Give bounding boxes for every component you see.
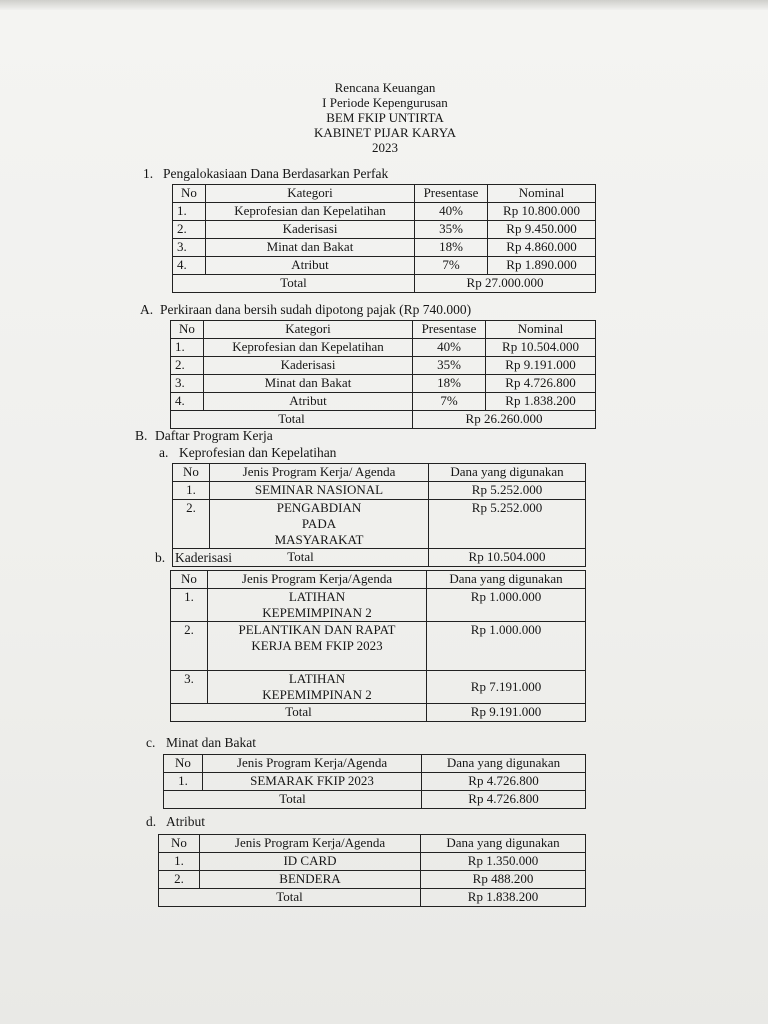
- table-row: [173, 239, 596, 257]
- cell-kategori: Keprofesian dan Kepelatihan: [204, 339, 413, 357]
- subsection-letter: c.: [146, 735, 156, 750]
- section-number: 1.: [143, 166, 154, 181]
- section-heading: [135, 428, 273, 444]
- cell-jenis: BENDERA: [200, 871, 421, 889]
- total-value: Rp 4.726.800: [422, 791, 586, 809]
- total-value: Rp 9.191.000: [427, 704, 586, 722]
- table-total-row: [159, 889, 586, 907]
- cell-presentase: 35%: [413, 357, 486, 375]
- cell-no: 2.: [171, 622, 208, 671]
- table-row: [171, 589, 586, 622]
- cell-nominal: Rp 4.860.000: [488, 239, 596, 257]
- cell-nominal: Rp 1.838.200: [486, 393, 596, 411]
- header-nominal: Nominal: [488, 185, 596, 203]
- cell-kategori: Minat dan Bakat: [204, 375, 413, 393]
- cell-jenis: PELANTIKAN DAN RAPAT KERJA BEM FKIP 2023: [208, 622, 427, 671]
- header-dana: Dana yang digunakan: [427, 571, 586, 589]
- subsection-heading: [159, 445, 336, 461]
- subsection-letter: b.: [155, 550, 166, 565]
- cell-nominal: Rp 9.191.000: [486, 357, 596, 375]
- total-value: Rp 1.838.200: [421, 889, 586, 907]
- cell-kategori: Atribut: [204, 393, 413, 411]
- table-header-row: [171, 571, 586, 589]
- cell-presentase: 40%: [415, 203, 488, 221]
- cell-dana: Rp 1.350.000: [421, 853, 586, 871]
- cell-no: 3.: [171, 375, 204, 393]
- cell-presentase: 18%: [413, 375, 486, 393]
- header-kategori: Kategori: [206, 185, 415, 203]
- cell-dana: Rp 5.252.000: [429, 500, 586, 549]
- table-header-row: [164, 755, 586, 773]
- allocation-table: [172, 184, 596, 293]
- program-table-kaderisasi: [170, 570, 586, 722]
- table-total-row: [173, 275, 596, 293]
- title-line: Rencana Keuangan: [334, 80, 436, 95]
- header-no: No: [164, 755, 203, 773]
- cell-presentase: 35%: [415, 221, 488, 239]
- total-value: Rp 10.504.000: [429, 549, 586, 567]
- table-row: [171, 339, 596, 357]
- table-row: [173, 203, 596, 221]
- header-no: No: [173, 185, 206, 203]
- section-title: Pengalokasiaan Dana Berdasarkan Perfak: [163, 166, 389, 181]
- table-row: [171, 622, 586, 671]
- cell-no: 4.: [173, 257, 206, 275]
- cell-presentase: 18%: [415, 239, 488, 257]
- cell-dana: Rp 7.191.000: [427, 671, 586, 704]
- cell-dana: Rp 1.000.000: [427, 622, 586, 671]
- cell-presentase: 40%: [413, 339, 486, 357]
- header-jenis: Jenis Program Kerja/Agenda: [208, 571, 427, 589]
- total-label: Total: [164, 791, 422, 809]
- cell-dana: Rp 4.726.800: [422, 773, 586, 791]
- cell-no: 4.: [171, 393, 204, 411]
- cell-jenis: ID CARD: [200, 853, 421, 871]
- cell-kategori: Atribut: [206, 257, 415, 275]
- header-no: No: [173, 464, 210, 482]
- table-header-row: [159, 835, 586, 853]
- total-label: Total: [171, 704, 427, 722]
- table-row: [171, 671, 586, 704]
- cell-jenis: PENGABDIAN PADA MASYARAKAT: [210, 500, 429, 549]
- subsection-letter: a.: [159, 445, 169, 460]
- cell-dana: Rp 488.200: [421, 871, 586, 889]
- header-no: No: [171, 571, 208, 589]
- subsection-letter: d.: [146, 814, 157, 829]
- subsection-title: Atribut: [166, 814, 205, 829]
- table-total-row: [173, 549, 586, 567]
- cell-no: 3.: [171, 671, 208, 704]
- cell-kategori: Minat dan Bakat: [206, 239, 415, 257]
- cell-no: 1.: [159, 853, 200, 871]
- cell-presentase: 7%: [415, 257, 488, 275]
- header-dana: Dana yang digunakan: [421, 835, 586, 853]
- table-row: [173, 482, 586, 500]
- program-table-minat-bakat: [163, 754, 586, 809]
- table-row: [164, 773, 586, 791]
- section-title: Perkiraan dana bersih sudah dipotong pajak (Rp 740.000): [160, 302, 472, 317]
- table-row: [171, 393, 596, 411]
- table-row: [171, 375, 596, 393]
- cell-no: 2.: [171, 357, 204, 375]
- cell-jenis: SEMARAK FKIP 2023: [203, 773, 422, 791]
- cell-nominal: Rp 9.450.000: [488, 221, 596, 239]
- program-table-keprofesian: [172, 463, 586, 567]
- cell-no: 2.: [173, 500, 210, 549]
- cell-kategori: Kaderisasi: [204, 357, 413, 375]
- header-no: No: [171, 321, 204, 339]
- title-line: 2023: [372, 140, 398, 155]
- subsection-heading: [146, 814, 205, 830]
- cell-nominal: Rp 10.504.000: [486, 339, 596, 357]
- title-line: I Periode Kepengurusan: [322, 95, 448, 110]
- header-presentase: Presentase: [415, 185, 488, 203]
- header-presentase: Presentase: [413, 321, 486, 339]
- net-allocation-table: [170, 320, 596, 429]
- subsection-heading: [155, 550, 232, 566]
- header-kategori: Kategori: [204, 321, 413, 339]
- title-line: BEM FKIP UNTIRTA: [326, 110, 444, 125]
- cell-jenis: SEMINAR NASIONAL: [210, 482, 429, 500]
- title-line: KABINET PIJAR KARYA: [313, 125, 457, 140]
- total-label: Total: [159, 889, 421, 907]
- cell-no: 1.: [173, 203, 206, 221]
- table-header-row: [173, 185, 596, 203]
- program-table-atribut: [158, 834, 586, 907]
- table-total-row: [171, 411, 596, 429]
- cell-dana: Rp 1.000.000: [427, 589, 586, 622]
- document-title: [250, 80, 520, 155]
- header-dana: Dana yang digunakan: [422, 755, 586, 773]
- section-heading: [140, 302, 471, 318]
- subsection-title: Kaderisasi: [175, 550, 232, 565]
- cell-no: 1.: [164, 773, 203, 791]
- total-value: Rp 26.260.000: [413, 411, 596, 429]
- table-header-row: [171, 321, 596, 339]
- subsection-heading: [146, 735, 256, 751]
- header-jenis: Jenis Program Kerja/Agenda: [200, 835, 421, 853]
- cell-no: 3.: [173, 239, 206, 257]
- section-number: A.: [140, 302, 154, 317]
- table-row: [159, 853, 586, 871]
- table-row: [171, 357, 596, 375]
- section-title: Daftar Program Kerja: [155, 428, 273, 443]
- total-label: Total: [171, 411, 413, 429]
- cell-dana: Rp 5.252.000: [429, 482, 586, 500]
- table-row: [173, 257, 596, 275]
- page-edge-shadow: [0, 0, 768, 10]
- table-total-row: [164, 791, 586, 809]
- subsection-title: Keprofesian dan Kepelatihan: [179, 445, 337, 460]
- total-label: Total: [173, 275, 415, 293]
- header-no: No: [159, 835, 200, 853]
- header-dana: Dana yang digunakan: [429, 464, 586, 482]
- cell-jenis: LATIHAN KEPEMIMPINAN 2: [208, 589, 427, 622]
- total-label: Total: [173, 549, 429, 567]
- table-row: [159, 871, 586, 889]
- section-number: B.: [135, 428, 148, 443]
- total-value: Rp 27.000.000: [415, 275, 596, 293]
- cell-kategori: Keprofesian dan Kepelatihan: [206, 203, 415, 221]
- cell-kategori: Kaderisasi: [206, 221, 415, 239]
- cell-nominal: Rp 4.726.800: [486, 375, 596, 393]
- cell-no: 2.: [173, 221, 206, 239]
- cell-jenis: LATIHAN KEPEMIMPINAN 2: [208, 671, 427, 704]
- cell-no: 2.: [159, 871, 200, 889]
- header-jenis: Jenis Program Kerja/Agenda: [203, 755, 422, 773]
- cell-no: 1.: [173, 482, 210, 500]
- cell-no: 1.: [171, 589, 208, 622]
- cell-nominal: Rp 1.890.000: [488, 257, 596, 275]
- cell-presentase: 7%: [413, 393, 486, 411]
- header-nominal: Nominal: [486, 321, 596, 339]
- table-header-row: [173, 464, 586, 482]
- section-heading: [143, 166, 388, 182]
- table-row: [173, 221, 596, 239]
- subsection-title: Minat dan Bakat: [166, 735, 256, 750]
- cell-nominal: Rp 10.800.000: [488, 203, 596, 221]
- table-total-row: [171, 704, 586, 722]
- cell-no: 1.: [171, 339, 204, 357]
- header-jenis: Jenis Program Kerja/ Agenda: [210, 464, 429, 482]
- table-row: [173, 500, 586, 549]
